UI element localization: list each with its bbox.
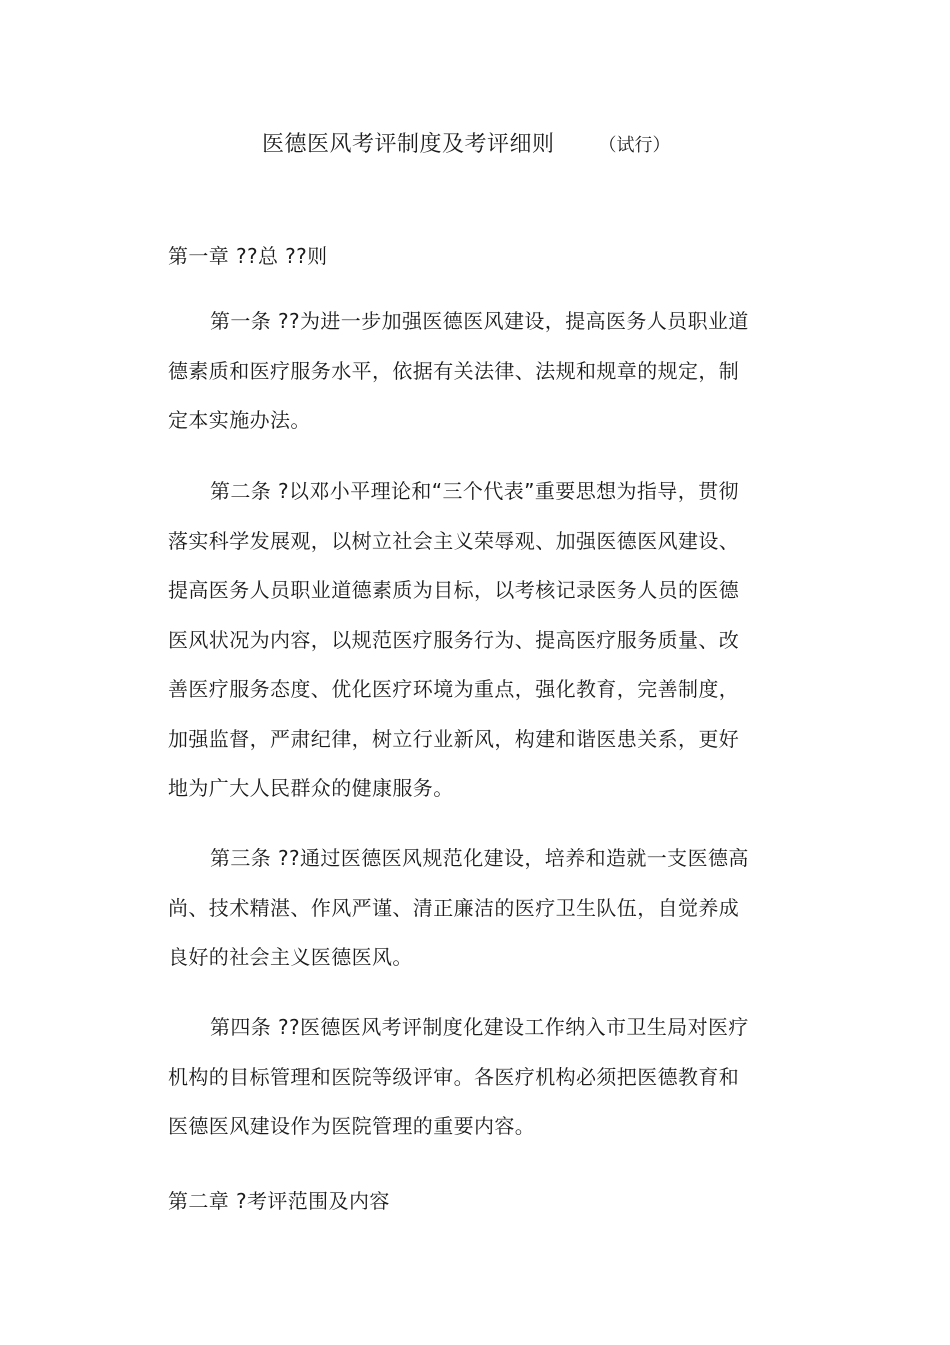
article-2-line-6: 加强监督，严肃纪律，树立行业新风，构建和谐医患关系，更好 [168, 726, 740, 751]
article-1 [168, 297, 778, 446]
article-3 [168, 834, 778, 983]
article-4-line-2: 机构的目标管理和医院等级评审。各医疗机构必须把医德教育和 [168, 1064, 740, 1089]
article-2-line-3: 提高医务人员职业道德素质为目标，以考核记录医务人员的医德 [168, 578, 740, 602]
chapter-2-heading: 第二章 ?考评范围及内容 [168, 1189, 390, 1213]
article-4-line-1: 第四条 ??医德医风考评制度化建设工作纳入市卫生局对医疗 [210, 1015, 749, 1039]
article-2-line-1: 第二条 ?以邓小平理论和“三个代表”重要思想为指导，贯彻 [210, 479, 739, 503]
document-title: 医德医风考评制度及考评细则 [262, 132, 555, 157]
article-1-line-2: 德素质和医疗服务水平，依据有关法律、法规和规章的规定，制 [168, 358, 740, 383]
article-2-line-4: 医风状况为内容，以规范医疗服务行为、提高医疗服务质量、改 [168, 627, 740, 652]
article-3-line-2: 尚、技术精湛、作风严谨、清正廉洁的医疗卫生队伍，自觉养成 [168, 895, 740, 920]
article-1-line-1: 第一条 ??为进一步加强医德医风建设，提高医务人员职业道 [210, 309, 749, 333]
article-1-line-3: 定本实施办法。 [168, 408, 311, 432]
article-2-line-7: 地为广大人民群众的健康服务。 [168, 776, 454, 800]
article-4 [168, 1003, 778, 1152]
article-4-line-3: 医德医风建设作为医院管理的重要内容。 [168, 1114, 536, 1138]
article-2-line-5: 善医疗服务态度、优化医疗环境为重点，强化教育，完善制度， [168, 677, 740, 701]
article-3-line-3: 良好的社会主义医德医风。 [168, 945, 413, 969]
article-2-line-2: 落实科学发展观，以树立社会主义荣辱观、加强医德医风建设、 [168, 528, 740, 553]
article-3-line-1: 第三条 ??通过医德医风规范化建设，培养和造就一支医德高 [210, 846, 749, 870]
chapter-1-heading: 第一章 ??总 ??则 [168, 244, 328, 268]
document-title-suffix: （试行） [598, 135, 671, 156]
document-title-row [262, 127, 782, 167]
article-2 [168, 467, 778, 814]
